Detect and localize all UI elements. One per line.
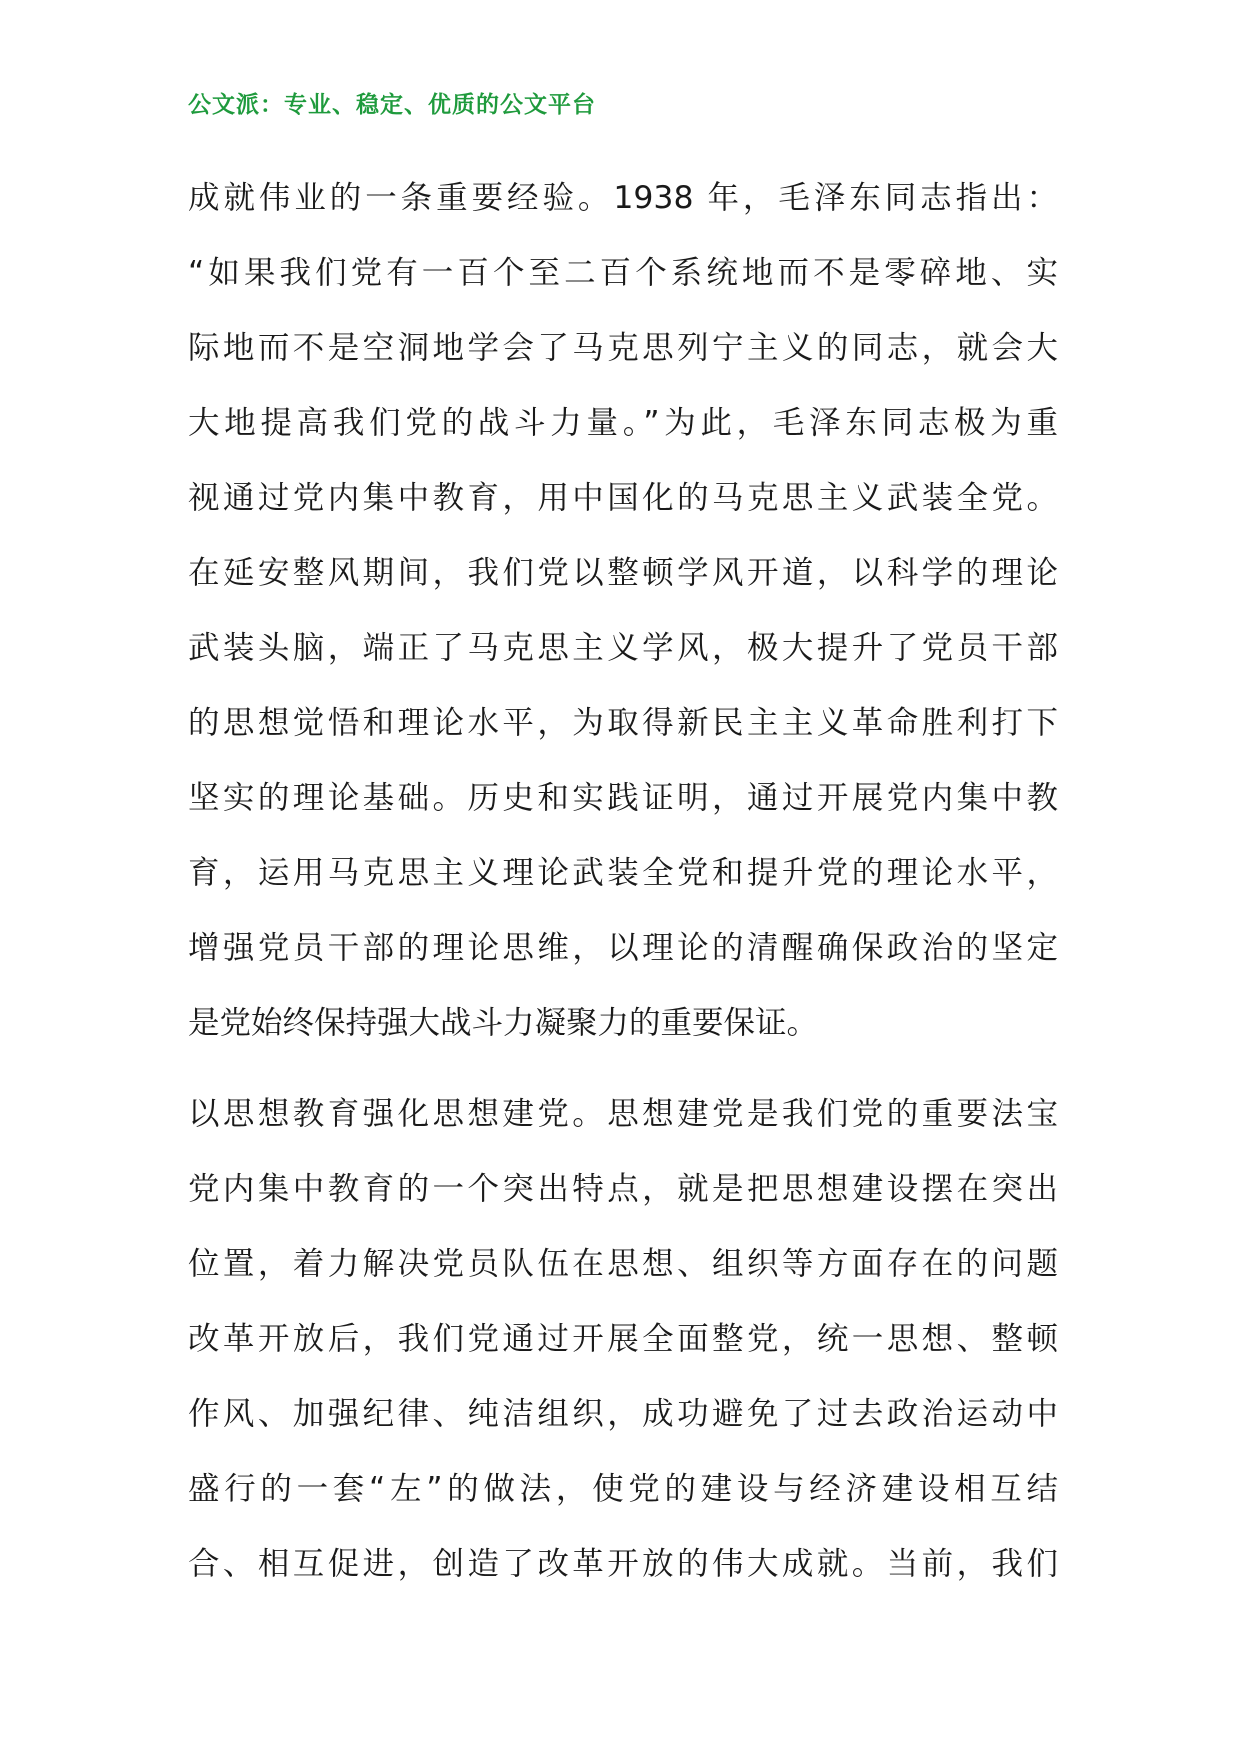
text-line: 际地而不是空洞地学会了马克思列宁主义的同志，就会大: [188, 330, 1058, 366]
text-line: 党内集中教育的一个突出特点，就是把思想建设摆在突出: [188, 1171, 1058, 1207]
text-line: 改革开放后，我们党通过开展全面整党，统一思想、整顿: [188, 1321, 1058, 1357]
text-line: 视通过党内集中教育，用中国化的马克思主义武装全党。: [188, 480, 1058, 516]
text-line: 武装头脑，端正了马克思主义学风，极大提升了党员干部: [188, 630, 1058, 666]
text-line: 以思想教育强化思想建党。思想建党是我们党的重要法宝: [188, 1096, 1058, 1132]
text-line: 盛行的一套“左”的做法，使党的建设与经济建设相互结: [188, 1471, 1058, 1507]
text-line: 大地提高我们党的战斗力量。”为此，毛泽东同志极为重: [188, 405, 1058, 441]
text-line: 育，运用马克思主义理论武装全党和提升党的理论水平，: [188, 855, 1058, 891]
text-line: 作风、加强纪律、纯洁组织，成功避免了过去政治运动中: [188, 1396, 1058, 1432]
text-line: 是党始终保持强大战斗力凝聚力的重要保证。: [188, 1005, 819, 1041]
text-line: 位置，着力解决党员队伍在思想、组织等方面存在的问题: [188, 1246, 1058, 1282]
text-line: “如果我们党有一百个至二百个系统地而不是零碎地、实: [188, 255, 1058, 291]
text-line: 增强党员干部的理论思维，以理论的清醒确保政治的坚定: [188, 930, 1058, 966]
text-line: 成就伟业的一条重要经验。1938 年，毛泽东同志指出：: [188, 180, 1058, 216]
text-line: 合、相互促进，创造了改革开放的伟大成就。当前，我们: [188, 1546, 1058, 1582]
paragraph: [188, 1083, 1058, 1608]
text-line: 坚实的理论基础。历史和实践证明，通过开展党内集中教: [188, 780, 1058, 816]
site-slogan-header: 公文派：专业、稳定、优质的公文平台: [188, 91, 596, 118]
text-line: 在延安整风期间，我们党以整顿学风开道，以科学的理论: [188, 555, 1058, 591]
paragraph: [188, 167, 1058, 1067]
text-line: 的思想觉悟和理论水平，为取得新民主主义革命胜利打下: [188, 705, 1058, 741]
